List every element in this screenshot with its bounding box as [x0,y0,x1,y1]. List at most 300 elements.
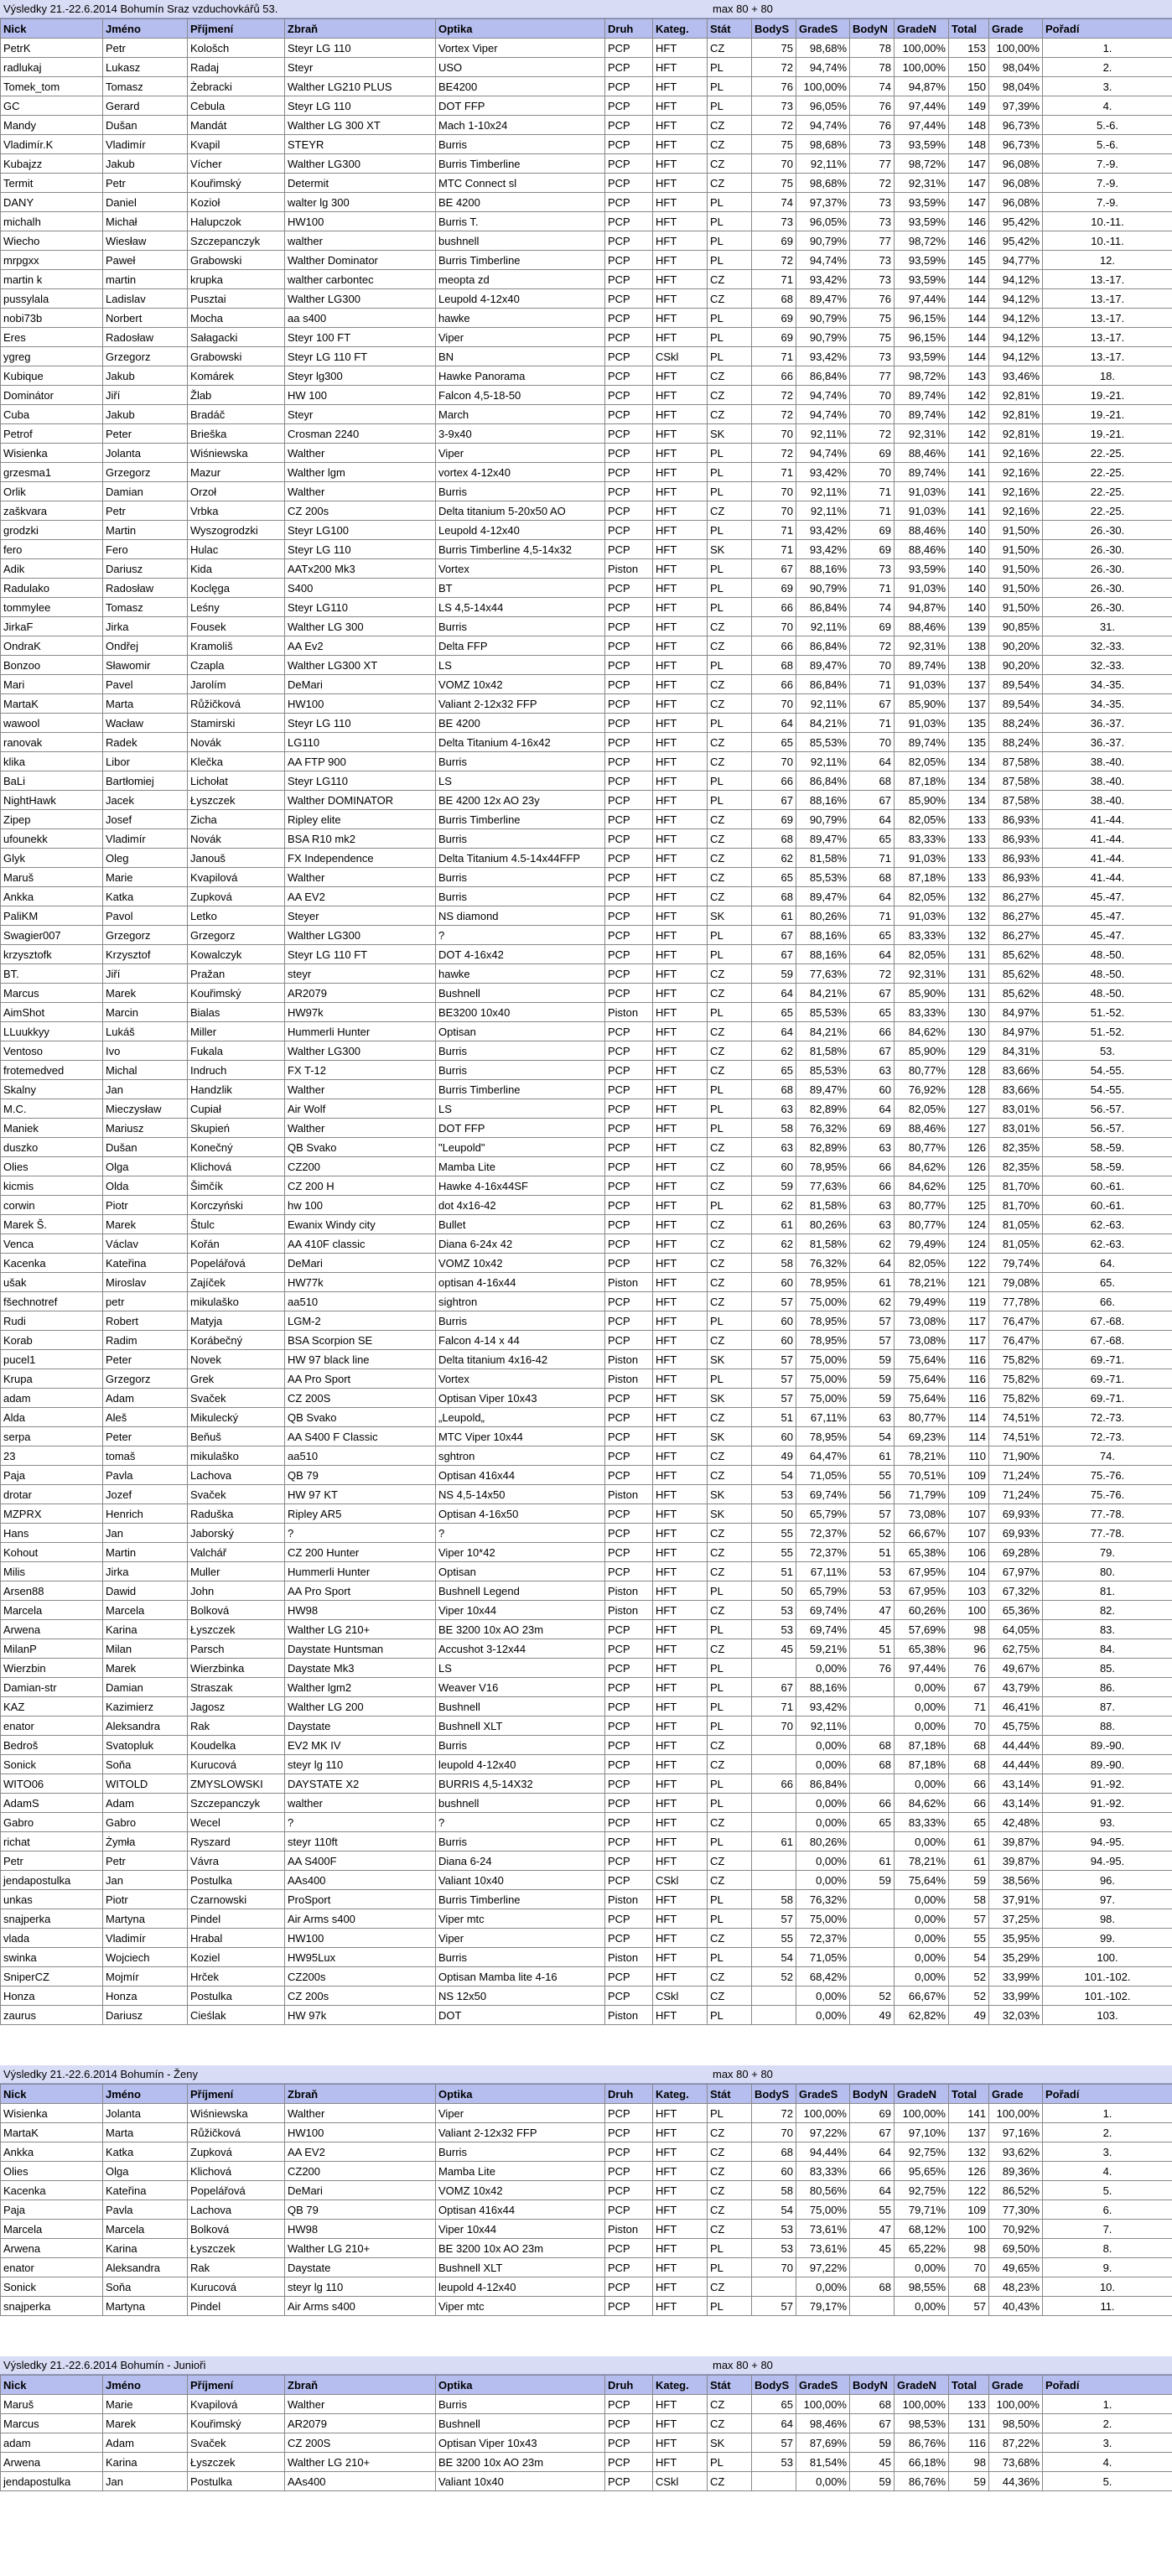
table-cell: PCP [605,1716,653,1736]
table-cell: 147 [949,154,989,174]
column-header: BodyS [752,2376,796,2395]
table-cell: PCP [605,1736,653,1755]
table-cell: Zipep [1,810,103,829]
table-cell: 69 [752,309,796,328]
table-cell: Vortex [436,1369,605,1389]
table-cell: PCP [605,289,653,309]
table-cell: Vladimír [103,829,188,849]
table-cell: 88,16% [796,559,850,579]
table-cell: HFT [653,2453,708,2472]
table-cell: Beňuš [188,1427,285,1446]
table-cell: ? [436,1524,605,1543]
table-cell: steyr 110ft [285,1832,436,1852]
table-cell: HFT [653,1466,708,1485]
table-cell: CZ [708,1022,752,1041]
table-cell: Kacenka [1,2181,103,2200]
table-cell: Arwena [1,2453,103,2472]
table-cell: 84,97% [989,1022,1043,1041]
table-cell [850,1697,895,1716]
table-cell: Pražan [188,964,285,984]
table-cell: Bialas [188,1003,285,1022]
table-cell: Mandy [1,116,103,135]
table-cell: 135 [949,733,989,752]
table-cell: PCP [605,2395,653,2414]
table-cell: Arsen88 [1,1581,103,1601]
table-cell: PCP [605,328,653,347]
table-cell: DOT FFP [436,1119,605,1138]
table-cell: MTC Viper 10x44 [436,1427,605,1446]
table-cell: corwin [1,1196,103,1215]
table-cell: 77,30% [989,2200,1043,2220]
table-cell: 96,73% [989,116,1043,135]
table-cell: Burris Timberline [436,1890,605,1909]
table-row [1,579,1172,598]
table-cell: HFT [653,444,708,463]
table-cell: 69 [850,1119,895,1138]
table-cell: Dawid [103,1581,188,1601]
table-cell: 91,03% [895,482,949,501]
table-cell: Bushnell [436,2414,605,2433]
table-cell: 69 [752,579,796,598]
table-cell: CZ [708,501,752,521]
table-cell: 88,46% [895,617,949,636]
table-cell: Jagosz [188,1697,285,1716]
table-cell: 68 [850,2277,895,2297]
table-cell: Štulc [188,1215,285,1234]
table-cell: Viper 10x44 [436,2220,605,2239]
table-row [1,964,1172,984]
table-cell: Šimčík [188,1176,285,1196]
table-cell: 96 [949,1639,989,1659]
table-cell: 3. [1043,2433,1172,2453]
table-cell: Grzegorz [103,463,188,482]
table-cell: HFT [653,2239,708,2258]
column-header: Optika [436,19,605,39]
table-cell: 60 [850,1080,895,1099]
table-cell: BE 4200 12x AO 23y [436,791,605,810]
table-cell: SK [708,1485,752,1504]
table-cell: 59 [850,1369,895,1389]
table-cell: 88,16% [796,945,850,964]
table-cell: 75,82% [989,1389,1043,1408]
table-cell: CZ [708,2472,752,2491]
table-cell: HFT [653,2200,708,2220]
table-cell: 93,42% [796,347,850,366]
table-cell: CZ [708,405,752,424]
table-cell: 53 [752,1485,796,1504]
table-cell: 61 [949,1832,989,1852]
table-cell: Paja [1,2200,103,2220]
table-cell: 83,33% [796,2162,850,2181]
table-row [1,1813,1172,1832]
table-cell: PCP [605,1504,653,1524]
table-cell: 83,33% [895,1003,949,1022]
table-cell: Mieczysław [103,1099,188,1119]
table-cell: 149 [949,96,989,116]
table-row [1,347,1172,366]
table-row [1,2142,1172,2162]
table-cell: 70 [949,1716,989,1736]
table-cell: 71 [850,482,895,501]
table-cell: 92,11% [796,482,850,501]
table-cell: AA EV2 [285,2142,436,2162]
table-cell: 81,58% [796,1196,850,1215]
table-cell: Falcon 4-14 x 44 [436,1331,605,1350]
table-row [1,1581,1172,1601]
table-cell: Kateřina [103,2181,188,2200]
table-cell: 65 [752,1061,796,1080]
table-row [1,212,1172,231]
table-cell: Rak [188,1716,285,1736]
table-cell: 69,23% [895,1427,949,1446]
table-cell: Karina [103,1620,188,1639]
table-row [1,1176,1172,1196]
table-cell: Paweł [103,251,188,270]
table-cell: 99. [1043,1929,1172,1948]
table-cell: Bolková [188,1601,285,1620]
table-cell: Burris Timberline [436,1080,605,1099]
table-cell: Daniel [103,193,188,212]
table-cell: Petr [103,1852,188,1871]
table-cell: 93,46% [989,366,1043,386]
table-cell: HFT [653,1659,708,1678]
table-cell: tommylee [1,598,103,617]
table-cell: 72 [752,405,796,424]
table-cell: Petr [1,1852,103,1871]
table-row [1,945,1172,964]
table-cell: CZ [708,1929,752,1948]
table-cell: 89,74% [895,656,949,675]
table-cell: 57 [752,1292,796,1311]
table-row [1,2006,1172,2025]
table-cell: Ripley elite [285,810,436,829]
table-cell: 58 [949,1890,989,1909]
table-cell: 94,12% [989,270,1043,289]
table-cell: BE 3200 10x AO 23m [436,2239,605,2258]
table-cell: Walther LG300 [285,1041,436,1061]
table-cell: LLuukkyy [1,1022,103,1041]
table-cell: PCP [605,1292,653,1311]
table-row [1,1427,1172,1446]
table-cell: 109 [949,2200,989,2220]
table-cell: 33,99% [989,1987,1043,2006]
table-cell: 57 [850,1311,895,1331]
table-cell: 78,21% [895,1852,949,1871]
table-cell: PCP [605,887,653,906]
table-cell: 75.-76. [1043,1485,1172,1504]
table-cell: 98,68% [796,135,850,154]
table-cell: 70 [752,2258,796,2277]
table-cell: 91,03% [895,849,949,868]
table-row [1,2297,1172,2316]
table-cell: jendapostulka [1,2472,103,2491]
table-cell: 94,74% [796,405,850,424]
table-cell: Bonzoo [1,656,103,675]
table-cell: 68 [949,1736,989,1755]
table-cell: 124 [949,1215,989,1234]
table-cell: 60 [752,1273,796,1292]
table-cell: 75 [752,174,796,193]
table-cell: PL [708,1099,752,1119]
table-cell: Bushnell XLT [436,2258,605,2277]
table-row [1,887,1172,906]
table-cell: Olda [103,1176,188,1196]
table-cell [850,2297,895,2316]
table-cell: Burris [436,887,605,906]
table-cell: 73,61% [796,2220,850,2239]
table-cell: Łyszczek [188,2239,285,2258]
table-row [1,1678,1172,1697]
table-cell: Diana 6-24x 42 [436,1234,605,1254]
table-cell: Gerard [103,96,188,116]
table-cell: 68 [752,2142,796,2162]
table-cell: Grabowski [188,251,285,270]
table-cell: 79. [1043,1543,1172,1562]
table-cell: Kateřina [103,1254,188,1273]
table-cell: 133 [949,829,989,849]
table-cell: Radulako [1,579,103,598]
table-cell: 146 [949,212,989,231]
table-cell: Tomasz [103,77,188,96]
table-cell: 64,05% [989,1620,1043,1639]
table-cell: SK [708,906,752,926]
table-cell: 86,27% [989,906,1043,926]
table-cell: BE 3200 10x AO 23m [436,1620,605,1639]
table-cell: HFT [653,1273,708,1292]
table-cell: QB Svako [285,1138,436,1157]
table-cell: Sonick [1,1755,103,1774]
table-cell: PCP [605,810,653,829]
table-cell: Crosman 2240 [285,424,436,444]
table-cell: 0,00% [895,1832,949,1852]
table-cell: 64 [850,752,895,771]
table-cell: 5. [1043,2472,1172,2491]
table-cell: PCP [605,945,653,964]
table-cell: Bartłomiej [103,771,188,791]
table-cell: 0,00% [895,1890,949,1909]
table-cell: PL [708,1678,752,1697]
table-cell: 71 [752,521,796,540]
table-cell: Olies [1,2162,103,2181]
table-cell: Valchář [188,1543,285,1562]
table-cell: PCP [605,1794,653,1813]
table-cell: 91.-92. [1043,1794,1172,1813]
table-cell: PL [708,1909,752,1929]
table-cell: 66 [850,1176,895,1196]
table-cell: PCP [605,617,653,636]
table-cell: Viper mtc [436,1909,605,1929]
table-row [1,540,1172,559]
table-cell: 92,81% [989,405,1043,424]
table-cell: 138 [949,656,989,675]
table-cell: PCP [605,1871,653,1890]
table-cell: PCP [605,2162,653,2181]
table-cell: 65 [850,829,895,849]
table-cell: 0,00% [796,2006,850,2025]
table-cell: 93,42% [796,540,850,559]
table-cell: 78 [850,39,895,58]
table-cell: 86,84% [796,598,850,617]
table-cell: PCP [605,849,653,868]
table-cell: 76,92% [895,1080,949,1099]
table-cell: 81,58% [796,1234,850,1254]
table-cell: HFT [653,1041,708,1061]
table-cell: CZ [708,2142,752,2162]
table-cell: Zupková [188,887,285,906]
table-cell: 35,95% [989,1929,1043,1948]
table-cell: 10.-11. [1043,231,1172,251]
table-cell: Oleg [103,849,188,868]
table-cell: snajperka [1,1909,103,1929]
table-cell: HFT [653,116,708,135]
table-cell: Muller [188,1562,285,1581]
table-cell: Hawke Panorama [436,366,605,386]
table-row [1,1119,1172,1138]
table-cell: HFT [653,1408,708,1427]
table-cell: Adik [1,559,103,579]
table-cell: 141 [949,463,989,482]
table-cell: HW 97k [285,2006,436,2025]
table-cell: 58 [752,2181,796,2200]
table-cell: 84,97% [989,1003,1043,1022]
table-cell: CZ 200s [285,1987,436,2006]
table-cell: 97,16% [989,2123,1043,2142]
table-cell: Soňa [103,1755,188,1774]
table-cell: 58 [752,1254,796,1273]
table-cell: CZ [708,1755,752,1774]
table-cell: 61 [850,1446,895,1466]
table-cell: Hummerli Hunter [285,1562,436,1581]
table-cell: 2. [1043,2123,1172,2142]
table-cell: HFT [653,1080,708,1099]
table-cell: 89,36% [989,2162,1043,2181]
table-cell: Grzegorz [188,926,285,945]
table-cell: 23 [1,1446,103,1466]
table-cell: 92,11% [796,501,850,521]
table-row [1,1446,1172,1466]
table-cell: 72 [850,424,895,444]
table-cell: 135 [949,714,989,733]
table-cell: Marcus [1,2414,103,2433]
table-cell: leupold 4-12x40 [436,1755,605,1774]
table-cell: KAZ [1,1697,103,1716]
table-cell: AdamS [1,1794,103,1813]
table-cell: Steyr LG 110 [285,96,436,116]
table-cell: 94.-95. [1043,1852,1172,1871]
table-row [1,1774,1172,1794]
table-cell: Valiant 2-12x32 FFP [436,2123,605,2142]
table-cell: CZ 200s [285,501,436,521]
table-cell: 86,27% [989,926,1043,945]
table-cell: PCP [605,405,653,424]
table-cell: 13.-17. [1043,347,1172,366]
table-cell: 77 [850,366,895,386]
table-cell: Steyr LG 110 [285,540,436,559]
table-cell: PCP [605,2414,653,2433]
table-cell: 126 [949,1138,989,1157]
table-cell: 79,71% [895,2200,949,2220]
table-cell: AAs400 [285,1871,436,1890]
table-cell: SK [708,424,752,444]
table-cell: BE 3200 10x AO 23m [436,2453,605,2472]
table-cell: Piston [605,1003,653,1022]
table-cell: 64,47% [796,1446,850,1466]
table-cell: 141 [949,482,989,501]
table-cell: HFT [653,945,708,964]
table-cell: CZ [708,733,752,752]
table-cell: 82,05% [895,752,949,771]
table-cell: HFT [653,2006,708,2025]
table-row [1,1099,1172,1119]
table-cell: 19.-21. [1043,405,1172,424]
table-row [1,39,1172,58]
table-cell: Walther [285,444,436,463]
table-cell: HFT [653,1003,708,1022]
table-cell: 86,84% [796,675,850,694]
table-row [1,1254,1172,1273]
table-cell: frotemedved [1,1061,103,1080]
table-cell: HW 97 KT [285,1485,436,1504]
table-cell: 73 [850,251,895,270]
table-cell: 75 [752,39,796,58]
table-cell: Marek [103,1215,188,1234]
table-cell: PCP [605,1099,653,1119]
table-cell: 60 [752,2162,796,2181]
table-cell: Peter [103,424,188,444]
table-cell: 119 [949,1292,989,1311]
table-cell: PCP [605,2258,653,2277]
table-cell: Delta Titanium 4-16x42 [436,733,605,752]
table-cell: PCP [605,1659,653,1678]
table-cell: HFT [653,1331,708,1350]
table-cell: 131 [949,945,989,964]
table-cell [752,1871,796,1890]
table-cell: Steyer [285,906,436,926]
table-cell: 84,62% [895,1022,949,1041]
table-cell: 93,59% [895,347,949,366]
table-cell: 114 [949,1427,989,1446]
table-cell: CZ [708,154,752,174]
table-cell: 134 [949,752,989,771]
table-cell: 92,31% [895,964,949,984]
table-cell: 124 [949,1234,989,1254]
table-row [1,521,1172,540]
table-cell: CZ [708,366,752,386]
table-cell: CZ [708,617,752,636]
table-cell: Bullet [436,1215,605,1234]
table-cell: 65 [949,1813,989,1832]
table-row [1,366,1172,386]
table-cell: Ankka [1,2142,103,2162]
table-row [1,1736,1172,1755]
table-cell: 71 [850,849,895,868]
table-cell: 53 [850,1562,895,1581]
table-cell: Martyna [103,2297,188,2316]
table-row [1,2220,1172,2239]
table-cell: 90,79% [796,231,850,251]
table-cell: Raduška [188,1504,285,1524]
table-cell: HW98 [285,1601,436,1620]
table-cell: 93,42% [796,521,850,540]
table-cell [752,2472,796,2491]
table-cell: 142 [949,386,989,405]
table-cell: 96,08% [989,174,1043,193]
table-cell: 65 [850,1813,895,1832]
table-cell: krupka [188,270,285,289]
table-row [1,675,1172,694]
table-cell: 87,58% [989,771,1043,791]
table-cell: Piston [605,1890,653,1909]
